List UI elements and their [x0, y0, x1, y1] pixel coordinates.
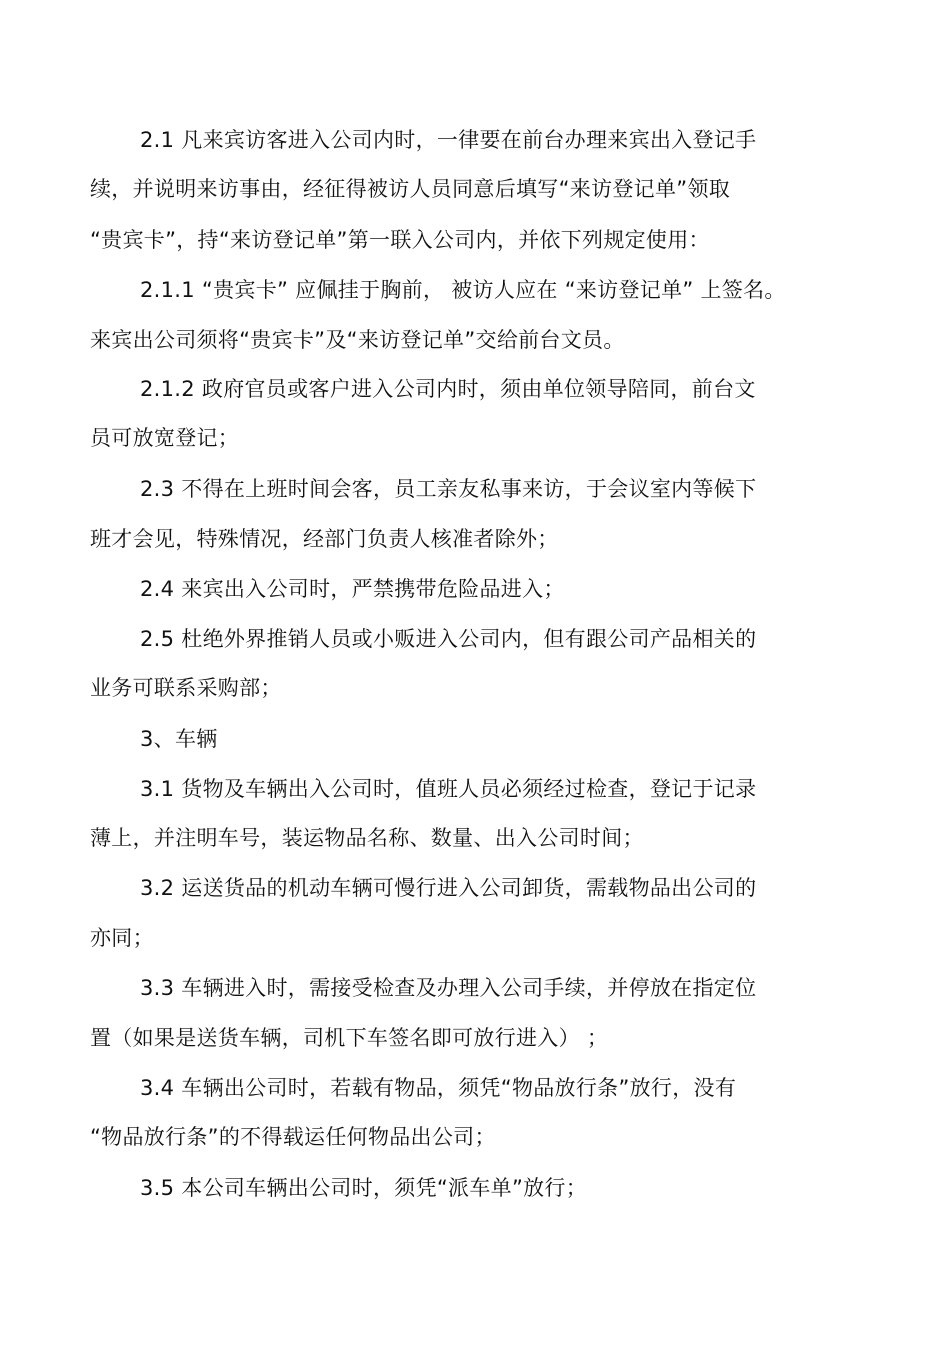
- paragraph-3-3-line-1: 3.3 车辆进入时，需接受检查及办理入公司手续，并停放在指定位: [140, 976, 757, 1000]
- paragraph-3-4-line-2: “物品放行条”的不得载运任何物品出公司；: [90, 1125, 496, 1149]
- paragraph-3-1-line-2: 薄上，并注明车号，装运物品名称、数量、出入公司时间；: [90, 826, 644, 850]
- paragraph-2-1-1-line-2: 来宾出公司须将“贵宾卡”及“来访登记单”交给前台文员。: [90, 328, 625, 352]
- paragraph-3-2-line-2: 亦同；: [90, 926, 154, 950]
- paragraph-3-4-line-1: 3.4 车辆出公司时，若载有物品，须凭“物品放行条”放行，没有: [140, 1076, 737, 1100]
- paragraph-2-1-line-1: 2.1 凡来宾访客进入公司内时，一律要在前台办理来宾出入登记手: [140, 128, 757, 152]
- paragraph-3-3-line-2: 置（如果是送货车辆，司机下车签名即可放行进入） ；: [90, 1026, 609, 1050]
- paragraph-2-3-line-1: 2.3 不得在上班时间会客，员工亲友私事来访，于会议室内等候下: [140, 477, 757, 501]
- paragraph-2-5-line-2: 业务可联系采购部；: [90, 676, 282, 700]
- paragraph-2-1-2-line-1: 2.1.2 政府官员或客户进入公司内时，须由单位领导陪同，前台文: [140, 377, 756, 401]
- section-3-heading: 3、车辆: [140, 727, 218, 751]
- paragraph-2-1-2-line-2: 员可放宽登记；: [90, 426, 240, 450]
- paragraph-2-4-line-1: 2.4 来宾出入公司时，严禁携带危险品进入；: [140, 577, 565, 601]
- paragraph-2-1-line-3: “贵宾卡”，持“来访登记单”第一联入公司内，并依下列规定使用：: [90, 228, 710, 252]
- paragraph-3-5-line-1: 3.5 本公司车辆出公司时，须凭“派车单”放行；: [140, 1176, 588, 1200]
- paragraph-2-1-line-2: 续，并说明来访事由，经征得被访人员同意后填写“来访登记单”领取: [90, 177, 731, 201]
- paragraph-2-1-1-line-1: 2.1.1 “贵宾卡” 应佩挂于胸前， 被访人应在 “来访登记单” 上签名。: [140, 278, 786, 302]
- paragraph-2-3-line-2: 班才会见，特殊情况，经部门负责人核准者除外；: [90, 527, 559, 551]
- paragraph-3-1-line-1: 3.1 货物及车辆出入公司时，值班人员必须经过检查，登记于记录: [140, 777, 757, 801]
- paragraph-2-5-line-1: 2.5 杜绝外界推销人员或小贩进入公司内，但有跟公司产品相关的: [140, 627, 757, 651]
- paragraph-3-2-line-1: 3.2 运送货品的机动车辆可慢行进入公司卸货，需载物品出公司的: [140, 876, 757, 900]
